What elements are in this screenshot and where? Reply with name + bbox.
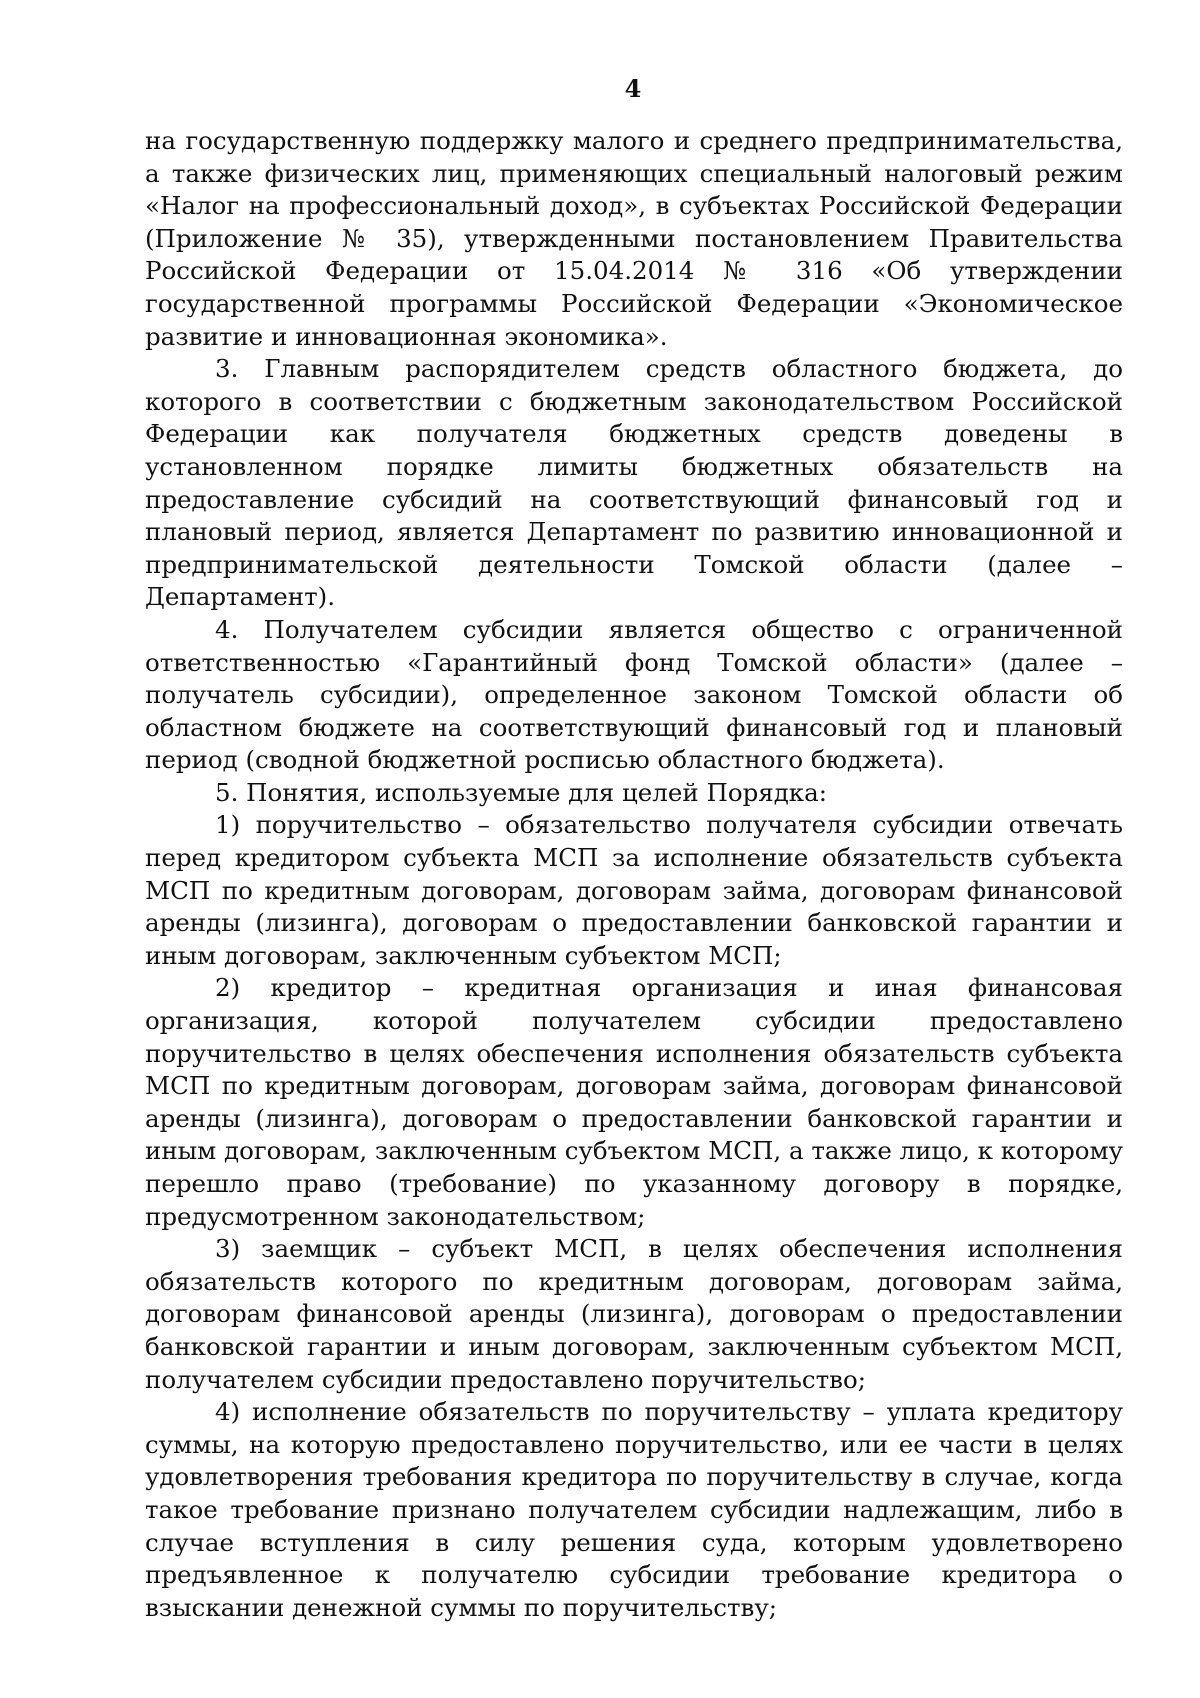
paragraph-clause-4: 4. Получателем субсидии является общество с ограниченной ответственностью «Гарантийный фонд Томской области» (далее – получатель субсидии), определенное законом Томской области об областном бюджете на соответствующий финансовый год и плановый период (сводной бюджетной росписью областного бюджета). (145, 614, 1123, 775)
paragraph-definition-3: 3) заемщик – субъект МСП, в целях обеспечения исполнения обязательств которого по кредитным договорам, договорам займа, договорам финансовой аренды (лизинга), договорам о предоставлении банковской гарантии и иным договорам, заключенным субъектом МСП, получателем субсидии предоставлено поручительство; (145, 1234, 1123, 1394)
paragraph-definition-2: 2) кредитор – кредитная организация и иная финансовая организация, которой получателем субсидии предоставлено поручительство в целях обеспечения исполнения обязательств субъекта МСП по кредитным договорам, договорам займа, договорам финансовой аренды (лизинга), договорам о предоставлении банковской гарантии и иным договорам, заключенным субъектом МСП, а также лицо, к которому перешло право (требование) по указанному договору в порядке, предусмотренном законодательством; (145, 973, 1124, 1231)
paragraph-continuation: на государственную поддержку малого и среднего предпринимательства, а также физических лиц, применяющих специальный налоговый режим «Налог на профессиональный доход», в субъектах Российской Федерации (Приложение № 35), утвержденными постановлением Правительства Российской Федерации от 15.04.2014 № 316 «Об утверждении государственной программы Российской Федерации «Экономическое развитие и инновационная экономика». (145, 126, 1123, 351)
paragraph-definition-4: 4) исполнение обязательств по поручительству – уплата кредитору суммы, на которую предоставлено поручительство, или ее части в целях удовлетворения требования кредитора по поручительству в случае, когда такое требование признано получателем субсидии надлежащим, либо в случае вступления в силу решения суда, которым удовлетворено предъявленное к получателю субсидии требование кредитора о взыскании денежной суммы по поручительству; (145, 1397, 1123, 1622)
paragraph-clause-5: 5. Понятия, используемые для целей Порядка: (215, 777, 827, 807)
paragraph-definition-1: 1) поручительство – обязательство получателя субсидии отвечать перед кредитором субъекта МСП за исполнение обязательств субъекта МСП по кредитным договорам, договорам займа, договорам финансовой аренды (лизинга), договорам о предоставлении банковской гарантии и иным договорам, заключенным субъектом МСП; (145, 810, 1123, 970)
document-body (145, 125, 1123, 1624)
paragraph-clause-3: 3. Главным распорядителем средств областного бюджета, до которого в соответствии с бюджетным законодательством Российской Федерации как получателя бюджетных средств доведены в установленном порядке лимиты бюджетных обязательств на предоставление субсидий на соответствующий финансовый год и плановый период, является Департамент по развитию инновационной и предпринимательской деятельности Томской области (далее – Департамент). (145, 354, 1123, 612)
page-number: 4 (624, 74, 642, 103)
